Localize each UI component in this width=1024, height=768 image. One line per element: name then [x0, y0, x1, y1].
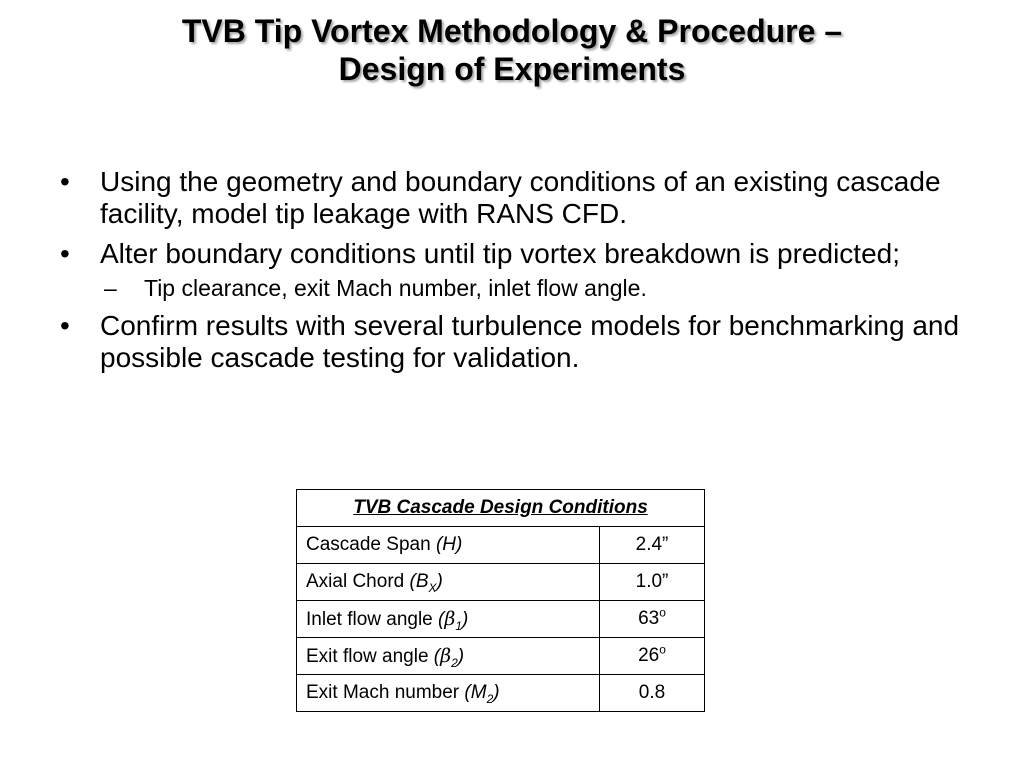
table-cell-value: [600, 675, 705, 712]
row-symbol-letter: β: [440, 644, 452, 667]
bullet-list: [60, 166, 960, 382]
row-close-paren: ): [462, 608, 469, 630]
slide-title-line-2: Design of Experiments: [338, 51, 686, 87]
row-symbol-subscript: 2: [451, 655, 458, 670]
slide-title: [0, 12, 1024, 88]
row-close-paren: ): [493, 682, 500, 703]
table-cell-value: [600, 638, 705, 675]
table-header-row: [297, 490, 705, 527]
row-label: Exit flow angle: [306, 645, 429, 667]
row-open-paren: (: [435, 534, 443, 555]
table-row: [297, 601, 705, 638]
bullet-item: [60, 166, 960, 230]
table-row: [297, 638, 705, 675]
row-close-paren: ): [457, 645, 465, 667]
row-open-paren: (: [464, 682, 471, 703]
row-label: Axial Chord: [306, 571, 405, 592]
table-cell-value: [600, 564, 705, 601]
sub-bullet-text: Tip clearance, exit Mach number, inlet flow angle.: [144, 275, 647, 301]
row-value-superscript: o: [659, 642, 666, 657]
table-cell-label: [297, 601, 600, 638]
row-symbol-subscript: 1: [455, 618, 463, 633]
bullet-text: Using the geometry and boundary conditions of an existing cascade facility, model tip leakage with RANS CFD.: [100, 166, 941, 229]
row-close-paren: ): [436, 571, 443, 592]
row-label: Exit Mach number: [306, 682, 460, 703]
table-row: [297, 675, 705, 712]
table-cell-label: [297, 675, 600, 712]
row-open-paren: (: [433, 645, 441, 667]
bullet-text: Confirm results with several turbulence models for benchmarking and possible cascade testing for validation.: [100, 310, 960, 373]
bullet-text: Alter boundary conditions until tip vortex breakdown is predicted;: [100, 238, 900, 269]
table-cell-label: [297, 564, 600, 601]
slide-title-line-1: TVB Tip Vortex Methodology & Procedure –: [181, 13, 843, 49]
row-value: 1.0”: [635, 571, 669, 592]
row-symbol: [464, 682, 500, 706]
row-symbol: [438, 607, 469, 633]
row-value: 26: [638, 645, 660, 666]
bullet-item: [60, 310, 960, 374]
table-header: TVB Cascade Design Conditions: [297, 490, 705, 527]
row-symbol-letter: M: [470, 682, 487, 703]
row-symbol-letter: β: [444, 607, 456, 630]
row-symbol: [433, 644, 465, 670]
row-value: 0.8: [638, 682, 666, 703]
row-symbol-letter: B: [415, 571, 429, 592]
row-close-paren: ): [456, 534, 463, 555]
row-label: Cascade Span: [306, 534, 431, 555]
row-value: 2.4”: [635, 534, 669, 555]
row-symbol-subscript: X: [428, 580, 437, 595]
row-symbol: [409, 571, 443, 595]
sub-bullet-item: [100, 274, 960, 302]
row-open-paren: (: [409, 571, 416, 592]
row-value: 63: [638, 608, 660, 629]
row-symbol-subscript: 2: [486, 691, 494, 706]
table-cell-label: [297, 638, 600, 675]
row-symbol: [436, 534, 462, 555]
bullet-item: [60, 238, 960, 302]
row-label: Inlet flow angle: [306, 608, 433, 630]
table-cell-value: [600, 527, 705, 564]
table-cell-value: [600, 601, 705, 638]
row-value-superscript: o: [659, 605, 666, 620]
table-cell-label: [297, 527, 600, 564]
design-conditions-table: [296, 489, 705, 712]
table-row: [297, 564, 705, 601]
row-open-paren: (: [438, 608, 445, 630]
sub-bullet-list: [100, 274, 960, 302]
row-symbol-letter: H: [442, 534, 456, 555]
table-row: [297, 527, 705, 564]
